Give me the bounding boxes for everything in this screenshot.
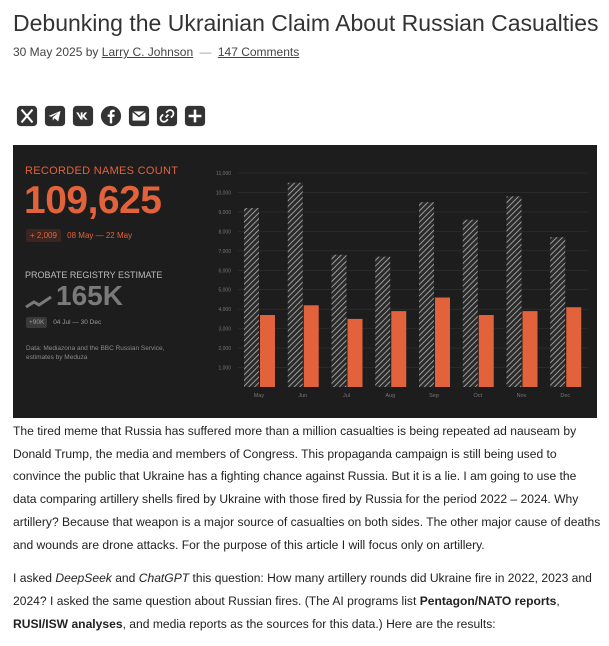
author-link[interactable]: Larry C. Johnson: [101, 45, 194, 59]
copy-link-icon: [156, 105, 178, 127]
comments-link[interactable]: 147 Comments: [217, 45, 300, 59]
p2-text-a: I asked: [13, 571, 56, 586]
x-tick-label: Aug: [385, 393, 396, 399]
x-icon: [16, 105, 38, 127]
recorded-period: 08 May — 22 May: [67, 231, 133, 240]
y-tick-label: 8,000: [218, 229, 231, 236]
bar-orange-jun: [304, 305, 319, 387]
recorded-delta-badge: + 2,009: [26, 229, 61, 242]
vk-icon: [72, 105, 94, 127]
bar-orange-nov: [523, 311, 538, 387]
x-tick-label: Dec: [560, 393, 571, 399]
monthly-bar-chart: [193, 165, 588, 403]
y-tick-label: 1,000: [218, 365, 231, 372]
probate-estimate-label: PROBATE REGISTRY ESTIMATE: [25, 270, 163, 280]
bar-orange-oct: [479, 315, 494, 387]
x-tick-label: Oct: [473, 393, 483, 399]
p2-text-e: , and media reports as the sources for this data.) Here are the results:: [122, 616, 496, 631]
chatgpt-mention: ChatGPT: [138, 571, 190, 586]
y-tick-label: 5,000: [218, 287, 231, 294]
trend-icon: [25, 295, 53, 309]
paragraph-ai-question: [13, 567, 603, 635]
share-copy-link-button[interactable]: [155, 104, 179, 128]
share-x-button[interactable]: [15, 104, 39, 128]
recorded-names-label: RECORDED NAMES COUNT: [25, 165, 179, 177]
x-tick-label: Sep: [429, 393, 439, 399]
bar-hatched-oct: [463, 220, 478, 387]
bar-hatched-sep: [419, 202, 434, 387]
bar-hatched-jul: [332, 255, 347, 387]
bar-hatched-jun: [288, 183, 303, 387]
x-tick-label: Jun: [298, 393, 308, 399]
share-telegram-button[interactable]: [43, 104, 67, 128]
p2-text-d: ,: [556, 593, 560, 608]
y-tick-label: 7,000: [218, 248, 231, 255]
share-bar: [15, 104, 207, 128]
casualties-infographic: [13, 145, 597, 418]
p2-text-b: and: [111, 571, 139, 586]
y-tick-label: 11,000: [216, 171, 231, 177]
post-date: 30 May 2025: [13, 45, 83, 59]
share-facebook-button[interactable]: [99, 104, 123, 128]
facebook-icon: [100, 105, 122, 127]
email-icon: [128, 105, 150, 127]
probate-period: 04 Jul — 30 Dec: [53, 319, 102, 326]
x-tick-label: Jul: [342, 393, 351, 399]
bar-hatched-dec: [550, 237, 565, 387]
y-tick-label: 2,000: [218, 346, 231, 353]
y-tick-label: 4,000: [218, 307, 231, 314]
deepseek-mention: DeepSeek: [55, 571, 112, 586]
bar-orange-may: [260, 315, 275, 387]
bar-hatched-aug: [375, 257, 390, 387]
page-title: Debunking the Ukrainian Claim About Russian Casualties: [13, 10, 599, 36]
y-tick-label: 6,000: [218, 268, 231, 275]
recorded-names-delta: [26, 231, 132, 240]
share-vk-button[interactable]: [71, 104, 95, 128]
y-tick-label: 3,000: [218, 326, 231, 333]
data-source-note: Data: Mediazona and the BBC Russian Service, estimates by Meduza: [26, 345, 165, 361]
bar-hatched-may: [244, 208, 259, 387]
telegram-icon: [44, 105, 66, 127]
share-more-icon: [184, 105, 206, 127]
share-email-button[interactable]: [127, 104, 151, 128]
meta-separator: —: [199, 45, 212, 59]
rusi-isw-mention: RUSI/ISW analyses: [13, 616, 123, 631]
paragraph-intro: The tired meme that Russia has suffered more than a million casualties is being repeated ad nauseam by Donald Trump, the media and members of Congress. This propaganda campaign is still being used to convince the public that Ukraine has a fighting chance against Russia. But it is a lie. I am going to use the data comparing artillery shells fired by Ukraine with those fired by Russia for the period 2022 – 2024. Why artillery? Because that weapon is a major source of casualties on both sides. The other major cause of deaths and wounds are drone attacks. For the purpose of this article I will focus only on artillery.: [13, 424, 601, 552]
probate-estimate-value: 165K: [56, 280, 123, 311]
y-tick-label: 9,000: [218, 209, 231, 216]
share-more-button[interactable]: [183, 104, 207, 128]
probate-delta-badge: +90K: [26, 317, 47, 328]
article-body: [13, 420, 603, 646]
probate-estimate-delta: [26, 319, 101, 326]
bar-orange-sep: [435, 298, 450, 387]
recorded-names-value: 109,625: [24, 179, 162, 222]
x-tick-label: Nov: [516, 393, 527, 399]
bar-orange-jul: [348, 319, 363, 387]
p2-text-c: this question: How many artillery rounds did Ukraine fire in 2022, 2023 and 2024? I asked the same question about Russian fires. (The AI programs list: [13, 571, 592, 608]
bar-orange-aug: [391, 311, 406, 387]
pentagon-nato-mention: Pentagon/NATO reports: [419, 593, 557, 608]
bar-orange-dec: [566, 307, 581, 387]
by-label: by: [85, 45, 99, 59]
y-tick-label: 10,000: [215, 190, 231, 197]
x-tick-label: May: [253, 393, 265, 399]
bar-hatched-nov: [507, 196, 522, 387]
post-meta: [13, 45, 299, 59]
